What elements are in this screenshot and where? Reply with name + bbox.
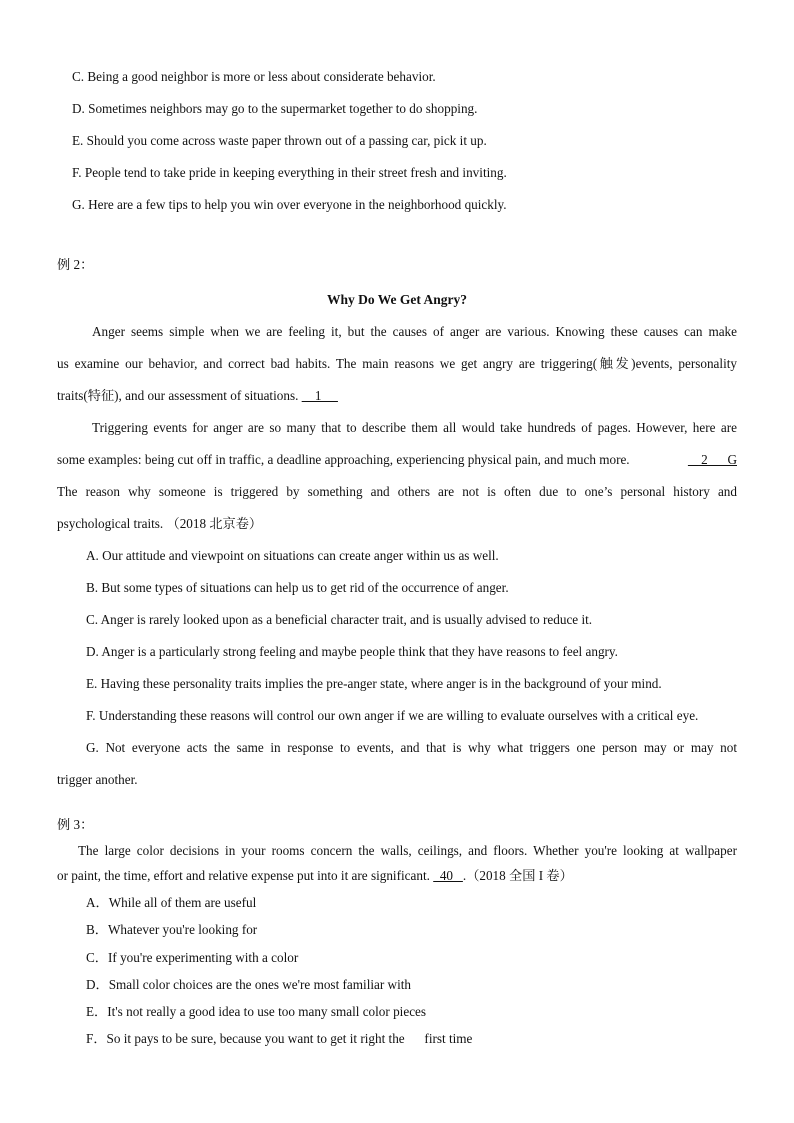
ex3-p1-line1: The large color decisions in your rooms concern the walls, ceilings, and floors. Whether you're looking at wallpaper (78, 843, 737, 858)
ex3-option-a: A．While all of them are useful (86, 895, 257, 910)
ex2-option-c: C. Anger is rarely looked upon as a beneficial character trait, and is usually advised to reduce it. (86, 612, 593, 627)
ex2-option-f: F. Understanding these reasons will control our own anger if we are willing to evaluate ourselves with a critical eye. (86, 708, 699, 723)
ex1-option-c: C. Being a good neighbor is more or less about considerate behavior. (72, 69, 436, 84)
ex2-option-g: G. Not everyone acts the same in response to events, and that is why what triggers one person may or may not (86, 740, 737, 755)
ex2-heading: 例 2： (57, 257, 94, 272)
ex3-option-b: B．Whatever you're looking for (86, 922, 258, 937)
ex2-p2-line2-text: some examples: being cut off in traffic, a deadline approaching, experiencing physical pain, and much more. (57, 452, 630, 467)
ex1-option-d: D. Sometimes neighbors may go to the supermarket together to do shopping. (72, 101, 478, 116)
ex2-p2-line3: The reason why someone is triggered by something and others are not is often due to one’s personal history and (57, 484, 737, 499)
ex3-option-c: C．If you're experimenting with a color (86, 950, 299, 965)
ex1-option-e: E. Should you come across waste paper thrown out of a passing car, pick it up. (72, 133, 487, 148)
ex3-source: .（2018 全国 I 卷） (462, 868, 573, 883)
ex3-option-e: E．It's not really a good idea to use too many small color pieces (86, 1004, 427, 1019)
ex2-option-a: A. Our attitude and viewpoint on situations can create anger within us as well. (86, 548, 499, 563)
ex1-option-f: F. People tend to take pride in keeping everything in their street fresh and inviting. (72, 165, 507, 180)
ex3-option-f: F．So it pays to be sure, because you want to get it right the first time (86, 1031, 473, 1046)
ex2-option-d: D. Anger is a particularly strong feeling and maybe people think that they have reasons to feel angry. (86, 644, 618, 659)
ex2-p1-line3 (57, 388, 338, 404)
ex2-p1-line1: Anger seems simple when we are feeling it, but the causes of anger are various. Knowing these causes can make (92, 324, 737, 339)
ex2-p2-line2 (57, 452, 737, 468)
ex2-p2-line4: psychological traits. （2018 北京卷） (57, 516, 263, 531)
ex3-option-d: D．Small color choices are the ones we're most familiar with (86, 977, 412, 992)
ex2-p1-line2: us examine our behavior, and correct bad habits. The main reasons we get angry are triggering(触发)events, personality (57, 356, 737, 371)
ex2-blank-2: 2 G (687, 452, 737, 467)
ex3-p1-line2-text: or paint, the time, effort and relative expense put into it are significant. (57, 868, 430, 883)
ex2-p1-line3-text: traits(特征), and our assessment of situations. (57, 388, 299, 403)
ex1-option-g: G. Here are a few tips to help you win over everyone in the neighborhood quickly. (72, 197, 507, 212)
ex2-option-e: E. Having these personality traits implies the pre-anger state, where anger is in the background of your mind. (86, 676, 662, 691)
ex2-p2-line1: Triggering events for anger are so many that to describe them all would take hundreds of pages. However, here are (92, 420, 737, 435)
ex2-option-g-continued: trigger another. (57, 772, 138, 787)
ex2-title: Why Do We Get Angry? (326, 292, 467, 307)
ex3-p1-line2 (57, 868, 573, 884)
ex2-option-b: B. But some types of situations can help us to get rid of the occurrence of anger. (86, 580, 509, 595)
ex2-blank-1: 1 (301, 388, 338, 403)
ex3-heading: 例 3： (57, 817, 94, 832)
ex3-blank-40: 40 (433, 868, 463, 883)
